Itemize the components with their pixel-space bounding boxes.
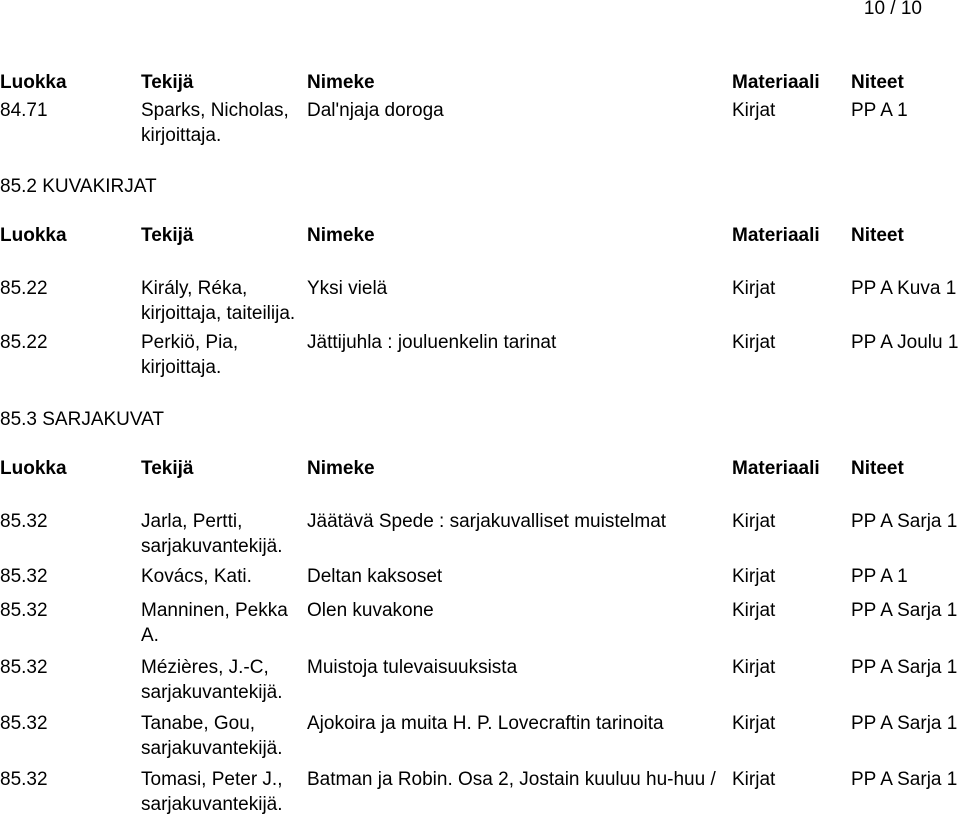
table-row xyxy=(0,711,960,761)
cell-luokka: 85.32 xyxy=(0,566,48,587)
cell-materiaali: Kirjat xyxy=(732,278,776,299)
header-niteet: Niteet xyxy=(851,225,904,246)
cell-niteet: PP A Sarja 1 xyxy=(851,600,958,621)
header-materiaali: Materiaali xyxy=(732,458,820,479)
header-materiaali: Materiaali xyxy=(732,72,820,93)
header-materiaali: Materiaali xyxy=(732,225,820,246)
header-nimeke: Nimeke xyxy=(307,225,375,246)
table-row xyxy=(0,767,960,817)
table-header xyxy=(0,456,960,506)
cell-nimeke: Muistoja tulevaisuuksista xyxy=(307,657,518,678)
cell-niteet: PP A Sarja 1 xyxy=(851,713,958,734)
header-niteet: Niteet xyxy=(851,72,904,93)
cell-niteet: PP A Sarja 1 xyxy=(851,511,958,532)
table-row xyxy=(0,655,960,705)
cell-tekija: Kovács, Kati. xyxy=(141,566,252,587)
header-tekija: Tekijä xyxy=(141,225,194,246)
cell-luokka: 85.22 xyxy=(0,278,48,299)
cell-materiaali: Kirjat xyxy=(732,713,776,734)
header-luokka: Luokka xyxy=(0,458,67,479)
table-row xyxy=(0,330,960,380)
cell-luokka: 85.32 xyxy=(0,657,48,678)
cell-niteet: PP A 1 xyxy=(851,566,908,587)
cell-nimeke: Dal'njaja doroga xyxy=(307,100,444,121)
header-tekija: Tekijä xyxy=(141,458,194,479)
cell-nimeke: Jättijuhla : jouluenkelin tarinat xyxy=(307,332,557,353)
cell-materiaali: Kirjat xyxy=(732,657,776,678)
cell-tekija: Jarla, Pertti, sarjakuvantekijä. xyxy=(141,511,283,557)
cell-tekija: Mézières, J.-C, sarjakuvantekijä. xyxy=(141,657,283,703)
cell-materiaali: Kirjat xyxy=(732,769,776,790)
table-row xyxy=(0,276,960,326)
cell-luokka: 85.32 xyxy=(0,713,48,734)
header-tekija: Tekijä xyxy=(141,72,194,93)
cell-tekija: Tanabe, Gou, sarjakuvantekijä. xyxy=(141,713,283,759)
cell-niteet: PP A Kuva 1 xyxy=(851,278,957,299)
header-niteet: Niteet xyxy=(851,458,904,479)
section-title-kuvakirjat: 85.2 KUVAKIRJAT xyxy=(0,176,157,197)
cell-tekija: Sparks, Nicholas, kirjoittaja. xyxy=(141,100,289,146)
cell-materiaali: Kirjat xyxy=(732,332,776,353)
cell-tekija: Tomasi, Peter J., sarjakuvantekijä. xyxy=(141,769,283,815)
section-title-sarjakuvat: 85.3 SARJAKUVAT xyxy=(0,409,165,430)
cell-materiaali: Kirjat xyxy=(732,511,776,532)
cell-nimeke: Jäätävä Spede : sarjakuvalliset muistelmat xyxy=(307,511,667,532)
cell-luokka: 85.22 xyxy=(0,332,48,353)
cell-nimeke: Ajokoira ja muita H. P. Lovecraftin tarinoita xyxy=(307,713,664,734)
cell-tekija: Manninen, Pekka A. xyxy=(141,600,288,646)
header-luokka: Luokka xyxy=(0,72,67,93)
header-luokka: Luokka xyxy=(0,225,67,246)
cell-luokka: 85.32 xyxy=(0,600,48,621)
page-number: 10 / 10 xyxy=(863,0,922,19)
table-row xyxy=(0,598,960,648)
cell-niteet: PP A Sarja 1 xyxy=(851,657,958,678)
cell-luokka: 85.32 xyxy=(0,511,48,532)
table-row xyxy=(0,98,960,148)
table-row xyxy=(0,509,960,559)
table-header xyxy=(0,223,960,273)
header-nimeke: Nimeke xyxy=(307,458,375,479)
cell-niteet: PP A 1 xyxy=(851,100,908,121)
header-nimeke: Nimeke xyxy=(307,72,375,93)
cell-nimeke: Yksi vielä xyxy=(307,278,388,299)
cell-materiaali: Kirjat xyxy=(732,600,776,621)
cell-nimeke: Batman ja Robin. Osa 2, Jostain kuuluu hu-huu / xyxy=(307,769,716,790)
cell-niteet: PP A Sarja 1 xyxy=(851,769,958,790)
cell-materiaali: Kirjat xyxy=(732,566,776,587)
cell-tekija: Perkiö, Pia, kirjoittaja. xyxy=(141,332,239,378)
cell-tekija: Király, Réka, kirjoittaja, taiteilija. xyxy=(141,278,296,324)
cell-luokka: 85.32 xyxy=(0,769,48,790)
cell-nimeke: Olen kuvakone xyxy=(307,600,434,621)
cell-luokka: 84.71 xyxy=(0,100,48,121)
cell-materiaali: Kirjat xyxy=(732,100,776,121)
cell-nimeke: Deltan kaksoset xyxy=(307,566,443,587)
cell-niteet: PP A Joulu 1 xyxy=(851,332,959,353)
